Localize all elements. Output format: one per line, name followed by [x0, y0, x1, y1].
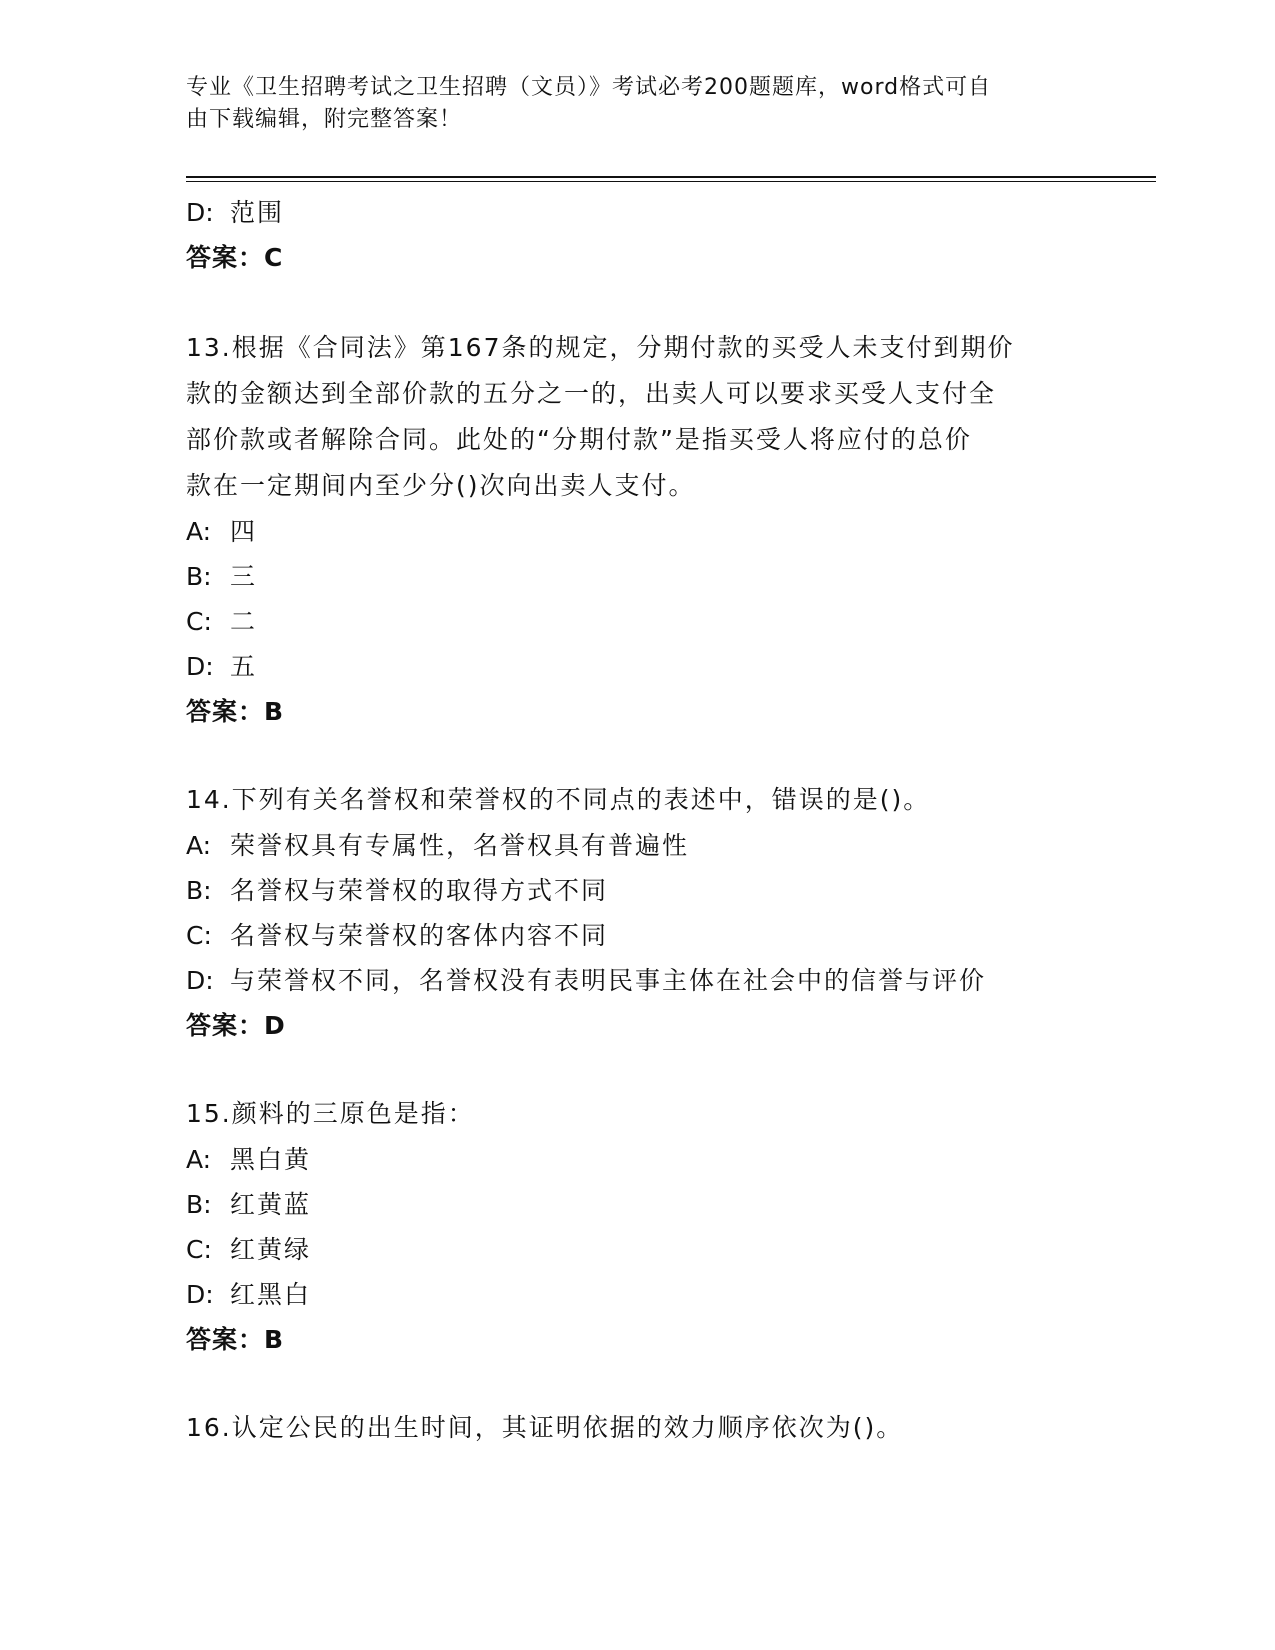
header-line-1: 专业《卫生招聘考试之卫生招聘（文员）》考试必考200题题库，word格式可自: [186, 75, 992, 100]
option-letter: C:: [186, 1235, 212, 1264]
question-13-line-2: 款的金额达到全部价款的五分之一的，出卖人可以要求买受人支付全: [186, 379, 997, 408]
question-14-answer: 答案：D: [186, 1011, 286, 1040]
header-divider-thick: [186, 176, 1156, 178]
question-13-option-b: [186, 554, 1086, 599]
option-letter: D:: [186, 652, 214, 681]
question-14-option-c: [186, 913, 1086, 958]
question-14-option-b: [186, 868, 1086, 913]
option-text: 荣誉权具有专属性，名誉权具有普遍性: [230, 831, 690, 860]
question-13-line-4: 款在一定期间内至少分()次向出卖人支付。: [186, 471, 696, 500]
option-text: 二: [230, 607, 258, 636]
option-text: 名誉权与荣誉权的取得方式不同: [230, 876, 609, 905]
option-letter: C:: [186, 607, 212, 636]
option-letter: B:: [186, 1190, 212, 1219]
option-letter: D:: [186, 1280, 214, 1309]
option-letter: D:: [186, 966, 214, 995]
prev-answer: 答案：C: [186, 243, 284, 272]
question-15-text: 15.颜料的三原色是指：: [186, 1099, 475, 1128]
option-text: 五: [230, 652, 258, 681]
question-14-text: 14.下列有关名誉权和荣誉权的不同点的表述中，错误的是()。: [186, 785, 931, 814]
question-15-option-b: [186, 1182, 1086, 1227]
header-line-2: 由下载编辑，附完整答案！: [186, 107, 463, 132]
option-letter: A:: [186, 517, 212, 546]
spacer: [186, 1048, 1086, 1091]
document-header: [186, 72, 1086, 136]
option-letter: D:: [186, 198, 214, 227]
question-13: [186, 325, 1086, 734]
document-body: [186, 190, 1086, 1451]
question-14-option-a: [186, 823, 1086, 868]
question-13-answer: 答案：B: [186, 697, 285, 726]
question-16: [186, 1405, 1086, 1451]
question-13-option-d: [186, 644, 1086, 689]
question-16-text: 16.认定公民的出生时间，其证明依据的效力顺序依次为()。: [186, 1413, 904, 1442]
question-15: [186, 1091, 1086, 1362]
spacer: [186, 734, 1086, 777]
question-14-option-d: [186, 958, 1086, 1003]
spacer: [186, 280, 1086, 325]
option-letter: B:: [186, 562, 212, 591]
option-letter: C:: [186, 921, 212, 950]
header-divider-thin: [186, 181, 1156, 182]
question-13-option-c: [186, 599, 1086, 644]
option-text: 名誉权与荣誉权的客体内容不同: [230, 921, 609, 950]
option-letter: A:: [186, 831, 212, 860]
question-13-line-1: 13.根据《合同法》第167条的规定，分期付款的买受人未支付到期价: [186, 333, 1015, 362]
option-letter: A:: [186, 1145, 212, 1174]
option-text: 四: [230, 517, 258, 546]
option-text: 红黄蓝: [230, 1190, 312, 1219]
option-text: 红黑白: [230, 1280, 312, 1309]
option-text: 三: [230, 562, 258, 591]
option-letter: B:: [186, 876, 212, 905]
question-15-option-d: [186, 1272, 1086, 1317]
option-text: 范围: [230, 198, 285, 227]
question-14: [186, 777, 1086, 1048]
question-15-option-c: [186, 1227, 1086, 1272]
question-13-option-a: [186, 509, 1086, 554]
question-15-answer: 答案：B: [186, 1325, 285, 1354]
option-text: 红黄绿: [230, 1235, 312, 1264]
question-13-line-3: 部价款或者解除合同。此处的“分期付款”是指买受人将应付的总价: [186, 425, 972, 454]
option-text: 与荣誉权不同，名誉权没有表明民事主体在社会中的信誉与评价: [230, 966, 987, 995]
option-text: 黑白黄: [230, 1145, 312, 1174]
prev-option-d: [186, 190, 1086, 235]
spacer: [186, 1362, 1086, 1405]
question-15-option-a: [186, 1137, 1086, 1182]
